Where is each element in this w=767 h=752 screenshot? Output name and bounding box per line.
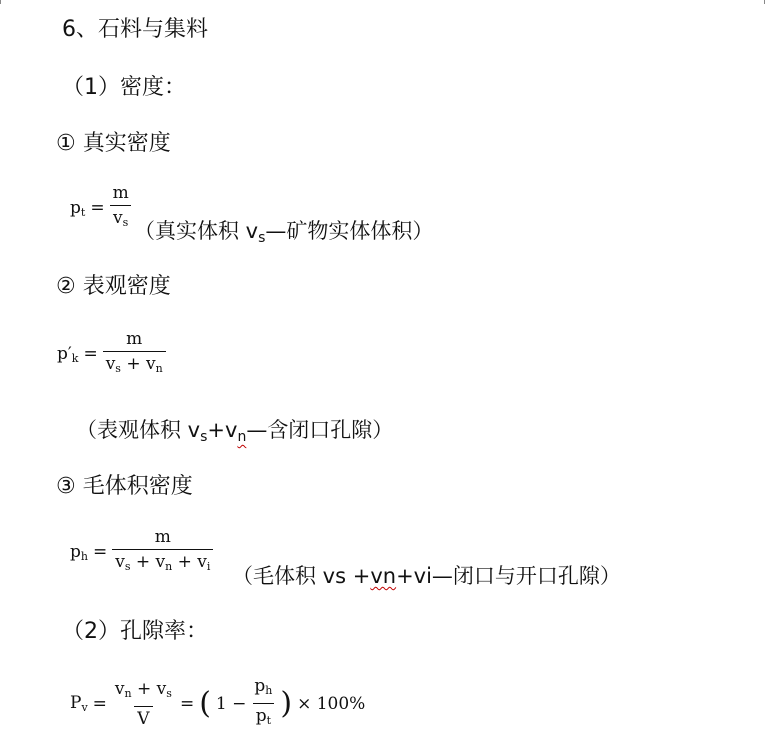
- formula-true-density: [70, 183, 132, 233]
- formula-bulk-density: [70, 527, 213, 577]
- formula-lhs: $P_v$: [70, 693, 88, 714]
- denominator: V: [134, 706, 152, 729]
- numerator: m: [112, 183, 129, 203]
- apparent-density-description: （表观体积 vs+vn—含闭口孔隙）: [76, 418, 394, 445]
- denominator: $v_s$: [110, 205, 131, 233]
- left-paren: (: [199, 685, 211, 721]
- numerator: m: [154, 527, 171, 547]
- heading: 6、石料与集料: [62, 17, 208, 42]
- section-density: （1）密度：: [62, 75, 186, 100]
- right-paren: ): [280, 685, 293, 721]
- inner-numerator: $p_h$: [254, 676, 273, 697]
- inner-denominator: $p_t$: [253, 703, 274, 731]
- fraction: [112, 679, 175, 729]
- equals-sign: =: [83, 344, 98, 364]
- numerator: m: [126, 329, 143, 349]
- equals-sign: =: [92, 542, 108, 562]
- corner-mark-right: [764, 0, 765, 4]
- denominator: $v_s + v_n$: [103, 351, 166, 379]
- equals-sign: =: [179, 693, 195, 714]
- true-density-description: （真实体积 vs—矿物实体体积）: [134, 219, 434, 246]
- corner-mark-left: [0, 0, 1, 4]
- formula-lhs: $p_t$: [70, 197, 86, 219]
- formula-lhs: $p_h$: [70, 541, 88, 563]
- item-apparent-density-title: ② 表观密度: [56, 274, 171, 299]
- bulk-density-description: （毛体积 vs +vn+vi—闭口与开口孔隙）: [232, 564, 621, 588]
- item-bulk-density-title: ③ 毛体积密度: [56, 474, 193, 499]
- times-percent: × 100%: [297, 693, 366, 714]
- denominator: $v_s + v_n + v_i$: [112, 549, 213, 577]
- formula-apparent-density: [57, 329, 166, 379]
- fraction: [112, 527, 213, 577]
- section-porosity: （2）孔隙率：: [62, 619, 208, 644]
- item-true-density-title: ① 真实密度: [56, 131, 171, 156]
- fraction: [110, 183, 132, 233]
- inner-fraction: [251, 676, 275, 731]
- equals-sign: =: [92, 693, 107, 714]
- one-minus: 1 −: [215, 693, 247, 714]
- formula-porosity: [70, 676, 365, 731]
- formula-lhs: $p'_k$: [57, 343, 79, 365]
- numerator: $v_n + v_s$: [114, 678, 172, 700]
- equals-sign: =: [90, 198, 105, 218]
- fraction: [103, 329, 166, 379]
